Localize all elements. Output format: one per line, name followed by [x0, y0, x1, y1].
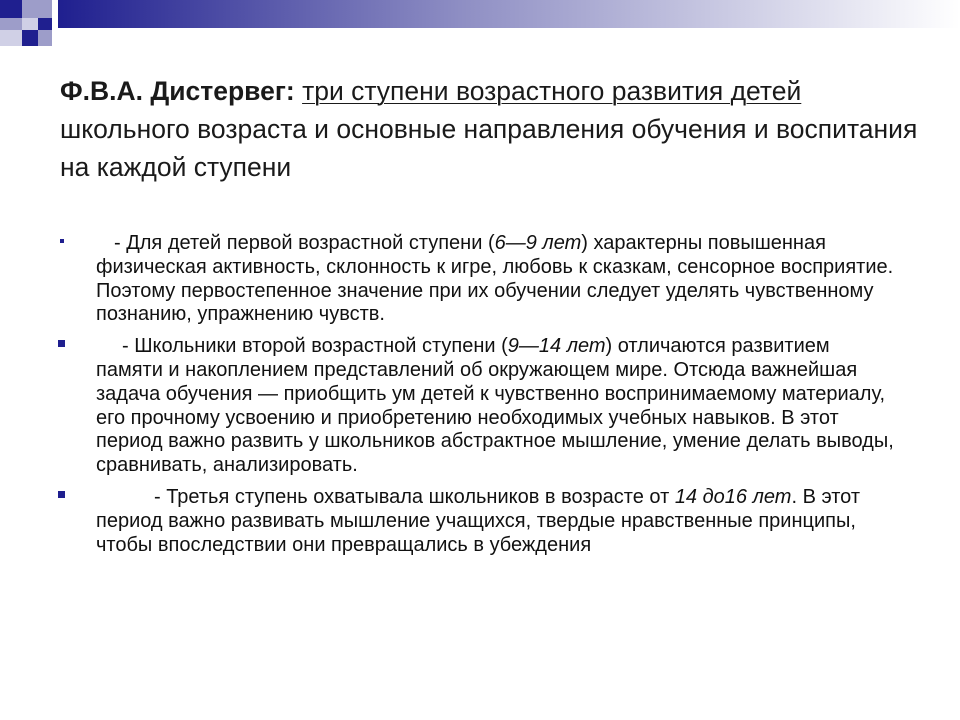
item-text: ) отличаются развитием памяти и накоплением представлений об окружающем мире. Отсюда важнейшая задача обучения — приобщить ум детей к чувственно воспринимаемому материалу, его прочному усвоению и приобретению необходимых учебных навыков. В этот период важно развить у школьников абстрактное мышление, умение делать выводы, сравнивать, анализировать.	[96, 335, 894, 477]
header-square	[22, 0, 52, 18]
item-text: . В этот период важно развивать мышление учащихся, твердые нравственные принципы, чтобы впоследствии они превращались в убеждения	[96, 485, 861, 556]
list-item	[58, 486, 898, 557]
title-author: Ф.В.А. Дистервег:	[60, 76, 295, 106]
item-age: 9—14 лет	[507, 335, 606, 358]
header-gradient-band	[58, 0, 960, 28]
item-intro: - Школьники второй возрастной ступени (	[122, 335, 508, 358]
title-rest: школьного возраста и основные направления обучения и воспитания на каждой ступени	[60, 114, 918, 182]
list-item	[58, 335, 898, 478]
header-square	[0, 0, 22, 18]
item-text: ) характерны повышенная физическая активность, склонность к игре, любовь к сказкам, сенсорное восприятие. Поэтому первостепенное значение при их обучении следует уделять чувственному познанию, упражнению чувств.	[96, 232, 894, 326]
item-age: 14 до16	[674, 485, 748, 508]
item-intro: - Третья ступень охватывала школьников в возрасте от	[154, 485, 675, 508]
header-square	[0, 18, 22, 30]
slide-title	[60, 72, 920, 186]
header-square	[22, 30, 38, 46]
list-item	[58, 232, 898, 327]
bullet-square-icon	[60, 239, 64, 243]
header-square	[22, 18, 38, 30]
item-intro: - Для детей первой возрастной ступени (	[114, 232, 495, 254]
item-age-unit: лет	[752, 485, 792, 508]
bullet-square-icon	[58, 491, 65, 498]
header-decoration	[0, 0, 960, 60]
header-square	[38, 18, 52, 30]
title-underlined: три ступени возрастного развития детей	[302, 76, 802, 106]
header-square	[0, 30, 22, 46]
bullet-square-icon	[58, 340, 65, 347]
header-square	[38, 30, 52, 46]
item-age: 6—9 лет	[494, 232, 582, 254]
bullet-list	[58, 232, 898, 557]
